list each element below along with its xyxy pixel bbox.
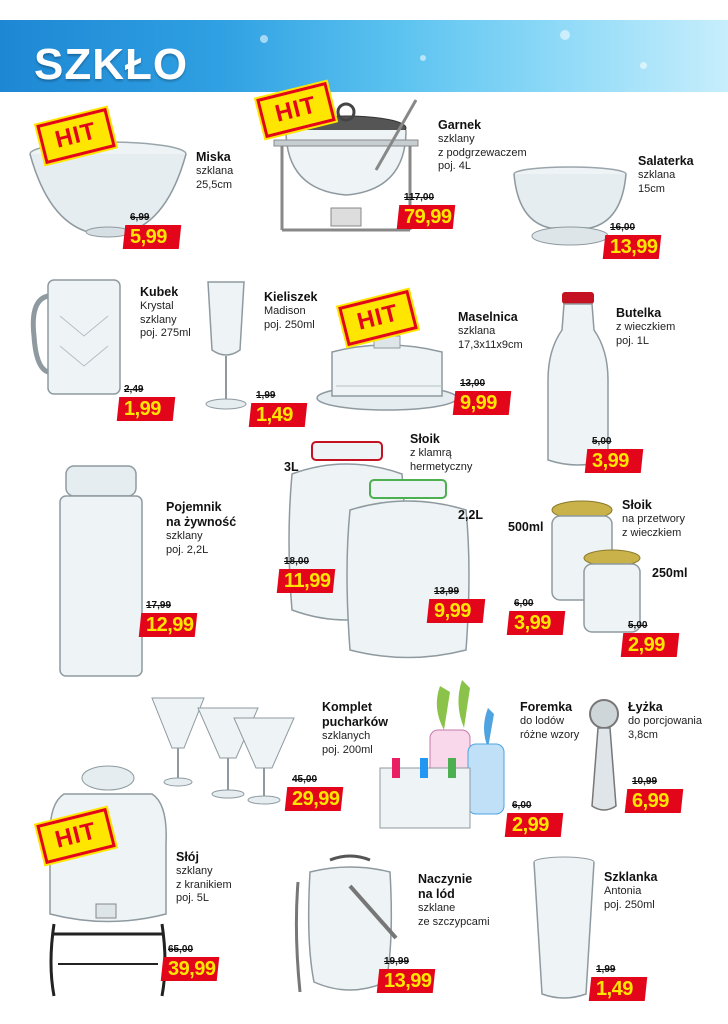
price-tag-naczynie: 19,99 13,99 xyxy=(378,956,440,996)
hit-badge: HIT xyxy=(256,82,336,138)
hit-badge: HIT xyxy=(36,108,116,164)
product-szklanka: Szklanka Antonia poj. 250ml xyxy=(604,870,658,911)
product-salaterka: Salaterka szklana 15cm xyxy=(638,154,694,195)
product-lyzka: Łyżka do porcjowania 3,8cm xyxy=(628,700,702,741)
banner-white-strip xyxy=(0,0,728,20)
price-tag-miska: 6,99 5,99 xyxy=(124,212,186,252)
dispenser-jar-image xyxy=(44,764,174,1004)
price-tag-pucharki: 45,00 29,99 xyxy=(286,774,348,814)
banner-sparkle xyxy=(560,30,570,40)
product-sloik-klamra: Słoik z klamrą hermetyczny xyxy=(410,432,473,473)
product-pojemnik: Pojemnik na żywność szklany poj. 2,2L xyxy=(166,500,237,556)
container-image xyxy=(56,462,146,682)
banner-sparkle xyxy=(260,35,268,43)
price-tag-sloik-3l: 18,00 11,99 xyxy=(278,556,340,596)
price-tag-sloj: 65,00 39,99 xyxy=(162,944,224,984)
size-label-250ml: 250ml xyxy=(652,566,688,580)
product-maselnica: Maselnica szklana 17,3x11x9cm xyxy=(458,310,523,351)
product-foremka: Foremka do lodów różne wzory xyxy=(520,700,580,741)
hit-badge: HIT xyxy=(338,290,418,346)
product-miska: Miska szklana 25,5cm xyxy=(196,150,234,191)
size-label-2-2l: 2,2L xyxy=(458,508,484,522)
page-title: SZKŁO xyxy=(34,40,189,89)
price-tag-butelka: 5,00 3,99 xyxy=(586,436,648,476)
product-kubek: Kubek Krystal szklany poj. 275ml xyxy=(140,285,191,339)
product-sloik-przetwory: Słoik na przetwory z wieczkiem xyxy=(622,498,685,539)
product-garnek: Garnek szklany z podgrzewaczem poj. 4L xyxy=(438,118,527,172)
size-label-3l: 3L xyxy=(284,460,299,474)
wine-glass-image xyxy=(200,276,255,416)
product-kieliszek: Kieliszek Madison poj. 250ml xyxy=(264,290,318,331)
banner-sparkle xyxy=(420,55,426,61)
price-tag-lyzka: 10,99 6,99 xyxy=(626,776,688,816)
price-tag-szklanka: 1,99 1,49 xyxy=(590,964,652,1004)
price-tag-foremka: 6,00 2,99 xyxy=(506,800,568,840)
price-tag-kieliszek: 1,99 1,49 xyxy=(250,390,312,430)
banner-sparkle xyxy=(640,62,647,69)
ice-mold-image xyxy=(370,678,520,838)
price-tag-maselnica: 13,00 9,99 xyxy=(454,378,516,418)
price-tag-sloik-250ml: 5,00 2,99 xyxy=(622,620,684,660)
size-label-500ml: 500ml xyxy=(508,520,544,534)
product-naczynie: Naczynie na lód szklane ze szczypcami xyxy=(418,872,490,928)
price-tag-salaterka: 16,00 13,99 xyxy=(604,222,666,262)
hit-badge: HIT xyxy=(36,808,116,864)
price-tag-pojemnik: 17,99 12,99 xyxy=(140,600,202,640)
price-tag-sloik-500ml: 6,00 3,99 xyxy=(508,598,570,638)
product-pucharki: Komplet pucharków szklanych poj. 200ml xyxy=(322,700,388,756)
product-butelka: Butelka z wieczkiem poj. 1L xyxy=(616,306,676,347)
price-tag-sloik-2-2l: 13,99 9,99 xyxy=(428,586,490,626)
ice-cream-scoop-image xyxy=(584,696,624,816)
price-tag-kubek: 2,49 1,99 xyxy=(118,384,180,424)
mug-image xyxy=(30,276,140,401)
price-tag-garnek: 117,00 79,99 xyxy=(398,192,460,232)
butter-dish-image xyxy=(312,326,462,416)
product-sloj: Słój szklany z kranikiem poj. 5L xyxy=(176,850,232,904)
